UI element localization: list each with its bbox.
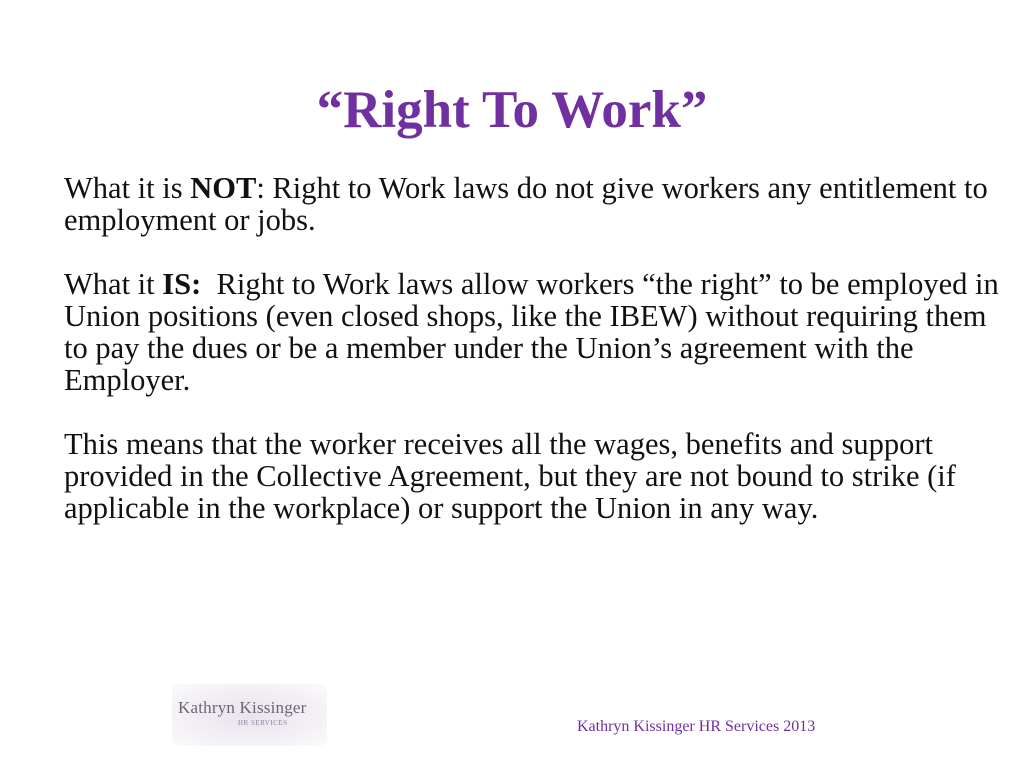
slide-body [64,171,1007,556]
paragraph-is-emphasis: IS: [162,267,202,301]
logo-name: Kathryn Kissinger [178,698,307,717]
paragraph-is [64,267,1007,397]
paragraph-not-lead: What it is [64,171,191,205]
paragraph-not-text: : Right to Work laws do not give workers any entitlement to employment or jobs. [64,171,988,237]
logo-subtitle: HR SERVICES [238,719,288,727]
slide-title: “Right To Work” [316,81,708,139]
paragraph-means: This means that the worker receives all the wages, benefits and support provided in the Collective Agreement, but they are not bound to strike (if applicable in the workplace) or support the Union in any way. [64,427,956,525]
paragraph-not [64,172,999,236]
company-logo [172,684,327,746]
paragraph-is-lead: What it [64,267,163,301]
slide-footer: Kathryn Kissinger HR Services 2013 [577,718,816,735]
paragraph-not-emphasis: NOT [190,171,257,205]
paragraph-is-text: Right to Work laws allow workers “the right” to be employed in Union positions (even closed shops, like the IBEW) without requiring them to pay the dues or be a member under the Union’s agreement with the Employer. [64,267,1007,397]
